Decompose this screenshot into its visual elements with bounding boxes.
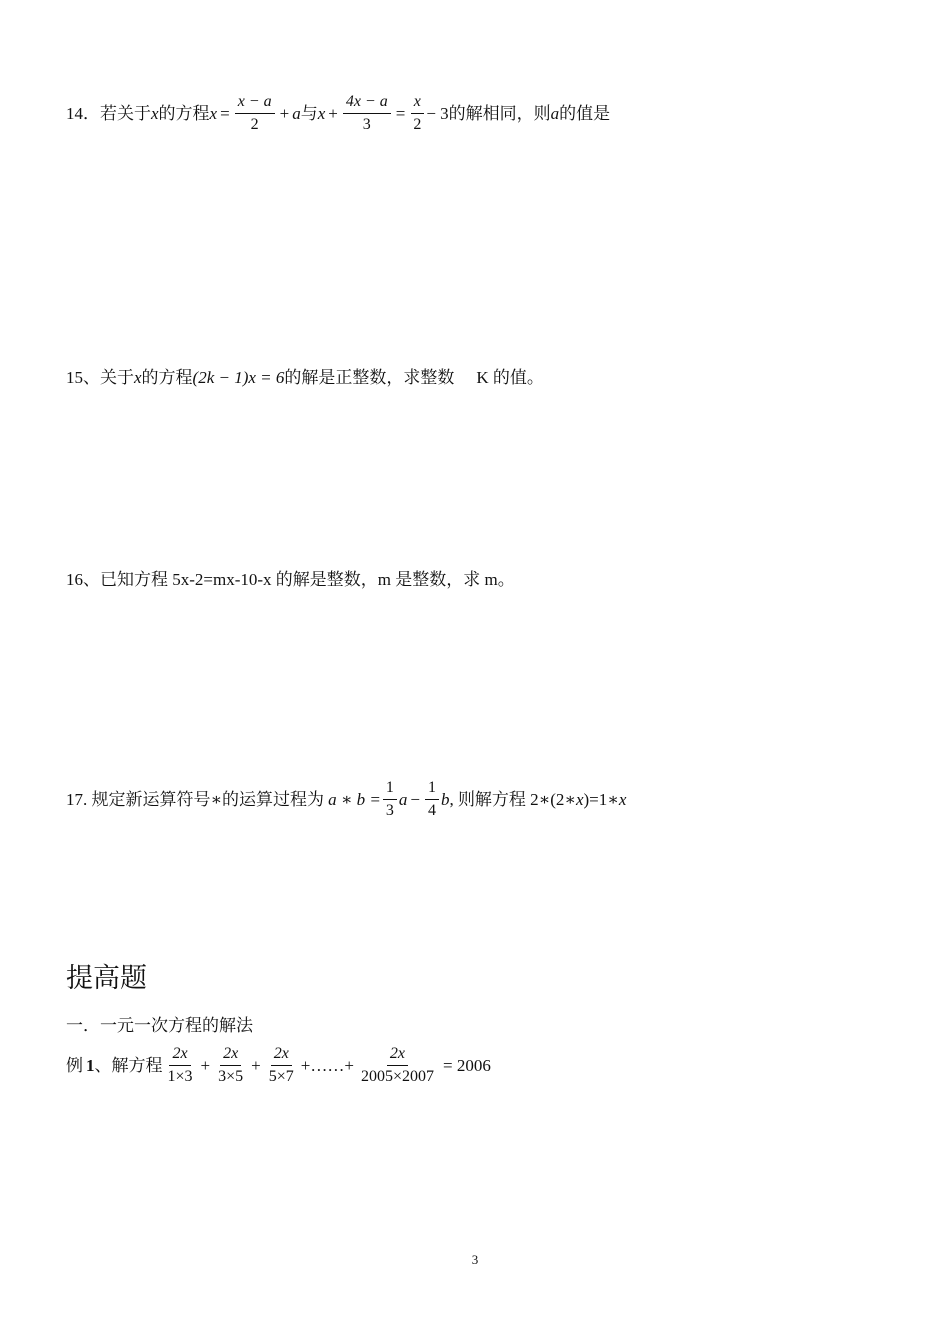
equals-sign: = bbox=[220, 103, 230, 123]
fraction bbox=[383, 778, 397, 821]
problem-15-text: 关于 bbox=[100, 368, 134, 387]
problem-15 bbox=[66, 368, 544, 388]
section-subheading-text: 一．一元一次方程的解法 bbox=[66, 1016, 253, 1035]
fraction bbox=[235, 92, 275, 135]
equation-term: x bbox=[317, 103, 326, 123]
fraction-numerator: 1 bbox=[383, 778, 397, 800]
fraction bbox=[343, 92, 391, 135]
equation-term: a bbox=[398, 789, 408, 809]
problem-14-text: 的值是 bbox=[559, 103, 611, 123]
problem-14-number: 14． bbox=[66, 103, 100, 123]
problem-14-var: x bbox=[151, 103, 159, 123]
fraction-numerator: 2x bbox=[271, 1044, 292, 1066]
fraction-denominator: 3 bbox=[385, 802, 394, 819]
fraction bbox=[165, 1044, 196, 1087]
page-number: 3 bbox=[471, 1252, 479, 1267]
fraction bbox=[358, 1044, 437, 1087]
equation-term: a bbox=[292, 103, 301, 123]
problem-15-var: x bbox=[134, 368, 142, 387]
example-number: 1 bbox=[86, 1055, 95, 1075]
problem-17-text: )=1∗ bbox=[583, 789, 619, 809]
equation-term: b bbox=[440, 789, 450, 809]
fraction bbox=[425, 778, 439, 821]
fraction-denominator: 3×5 bbox=[218, 1068, 244, 1085]
ellipsis-term: +……+ bbox=[300, 1055, 354, 1075]
example-label: 、解方程 bbox=[94, 1055, 163, 1075]
fraction-denominator: 3 bbox=[362, 116, 371, 133]
equation-term: − 3 bbox=[426, 103, 449, 123]
fraction bbox=[266, 1044, 297, 1087]
fraction bbox=[215, 1044, 246, 1087]
plus-sign: + bbox=[200, 1055, 211, 1075]
section-heading: 提高题 bbox=[66, 963, 147, 994]
fraction-denominator: 4 bbox=[427, 802, 436, 819]
problem-14-text: 的解相同，则 bbox=[448, 103, 551, 123]
fraction-denominator: 1×3 bbox=[167, 1068, 193, 1085]
problem-15-text: K 的值。 bbox=[476, 368, 544, 387]
plus-sign: + bbox=[251, 1055, 261, 1075]
fraction-numerator: 1 bbox=[425, 778, 439, 800]
fraction-numerator: 4x − a bbox=[343, 92, 391, 114]
problem-15-equation: (2k − 1)x = 6 bbox=[192, 368, 285, 387]
fraction bbox=[410, 92, 424, 135]
problem-14 bbox=[66, 92, 610, 135]
problem-15-number: 15、 bbox=[66, 368, 100, 387]
problem-17 bbox=[66, 778, 626, 821]
example-label: 例 bbox=[66, 1055, 83, 1075]
fraction-numerator: 2x bbox=[169, 1044, 190, 1066]
fraction-denominator: 2 bbox=[250, 116, 259, 133]
problem-16-text: 16、已知方程 5x-2=mx-10-x 的解是整数，m 是整数，求 m。 bbox=[66, 570, 515, 589]
equals-sign: = bbox=[395, 103, 406, 123]
example-1 bbox=[66, 1044, 491, 1087]
equation-rhs: = 2006 bbox=[443, 1055, 491, 1075]
fraction-numerator: 2x bbox=[387, 1044, 408, 1066]
problem-16 bbox=[66, 570, 515, 590]
equation-term: a bbox=[550, 103, 560, 123]
problem-14-text: 若关于 bbox=[100, 103, 151, 123]
problem-15-text: 的方程 bbox=[141, 368, 193, 387]
fraction-denominator: 5×7 bbox=[268, 1068, 294, 1085]
problem-17-text: 17. 规定新运算符号∗的运算过程为 bbox=[66, 789, 325, 809]
equation-term: x bbox=[209, 103, 218, 123]
fraction-denominator: 2 bbox=[413, 116, 422, 133]
plus-sign: + bbox=[279, 103, 290, 123]
fraction-numerator: x bbox=[411, 92, 424, 114]
fraction-denominator: 2005×2007 bbox=[360, 1068, 434, 1085]
problem-17-text: , 则解方程 2∗(2∗ bbox=[449, 789, 576, 809]
problem-17-definition: a ∗ b = bbox=[328, 789, 381, 809]
fraction-numerator: 2x bbox=[220, 1044, 241, 1066]
problem-14-text: 的方程 bbox=[158, 103, 210, 123]
equation-term: x bbox=[618, 789, 627, 809]
plus-sign: + bbox=[328, 103, 338, 123]
problem-14-text: 与 bbox=[300, 103, 318, 123]
fraction-numerator: x − a bbox=[235, 92, 275, 114]
problem-15-text: 的解是正整数，求整数 bbox=[284, 368, 455, 387]
equation-term: x bbox=[575, 789, 584, 809]
minus-sign: − bbox=[410, 789, 420, 809]
section-subheading bbox=[66, 1016, 253, 1036]
